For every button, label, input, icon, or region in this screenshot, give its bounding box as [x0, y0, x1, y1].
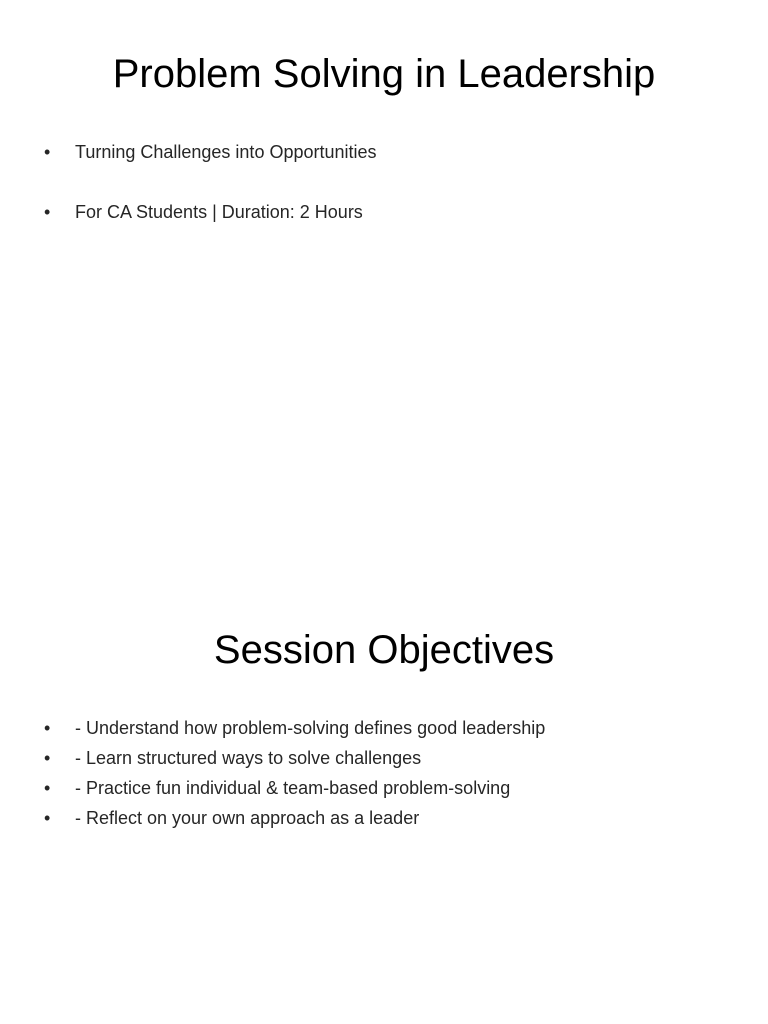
- bullet-list: [0, 716, 768, 836]
- bullet-item: [0, 140, 768, 200]
- bullet-text: Turning Challenges into Opportunities: [75, 142, 377, 162]
- bullet-text: - Reflect on your own approach as a leader: [75, 808, 420, 828]
- bullet-item: [0, 200, 768, 260]
- bullet-icon: •: [44, 202, 51, 222]
- slide-session-objectives: [0, 576, 768, 1024]
- bullet-text: - Practice fun individual & team-based problem-solving: [75, 778, 511, 798]
- bullet-text: - Learn structured ways to solve challenges: [75, 748, 422, 768]
- bullet-item: [0, 746, 768, 776]
- bullet-icon: •: [44, 142, 51, 162]
- bullet-icon: •: [44, 718, 51, 738]
- bullet-text: For CA Students | Duration: 2 Hours: [75, 202, 363, 222]
- bullet-item: [0, 776, 768, 806]
- bullet-item: [0, 716, 768, 746]
- bullet-list: [0, 140, 768, 260]
- bullet-icon: •: [44, 748, 51, 768]
- slide-title: Problem Solving in Leadership: [112, 52, 656, 96]
- slide-title: Session Objectives: [213, 628, 555, 672]
- bullet-icon: •: [44, 778, 51, 798]
- bullet-icon: •: [44, 808, 51, 828]
- bullet-item: [0, 806, 768, 836]
- bullet-text: - Understand how problem-solving defines good leadership: [75, 718, 546, 738]
